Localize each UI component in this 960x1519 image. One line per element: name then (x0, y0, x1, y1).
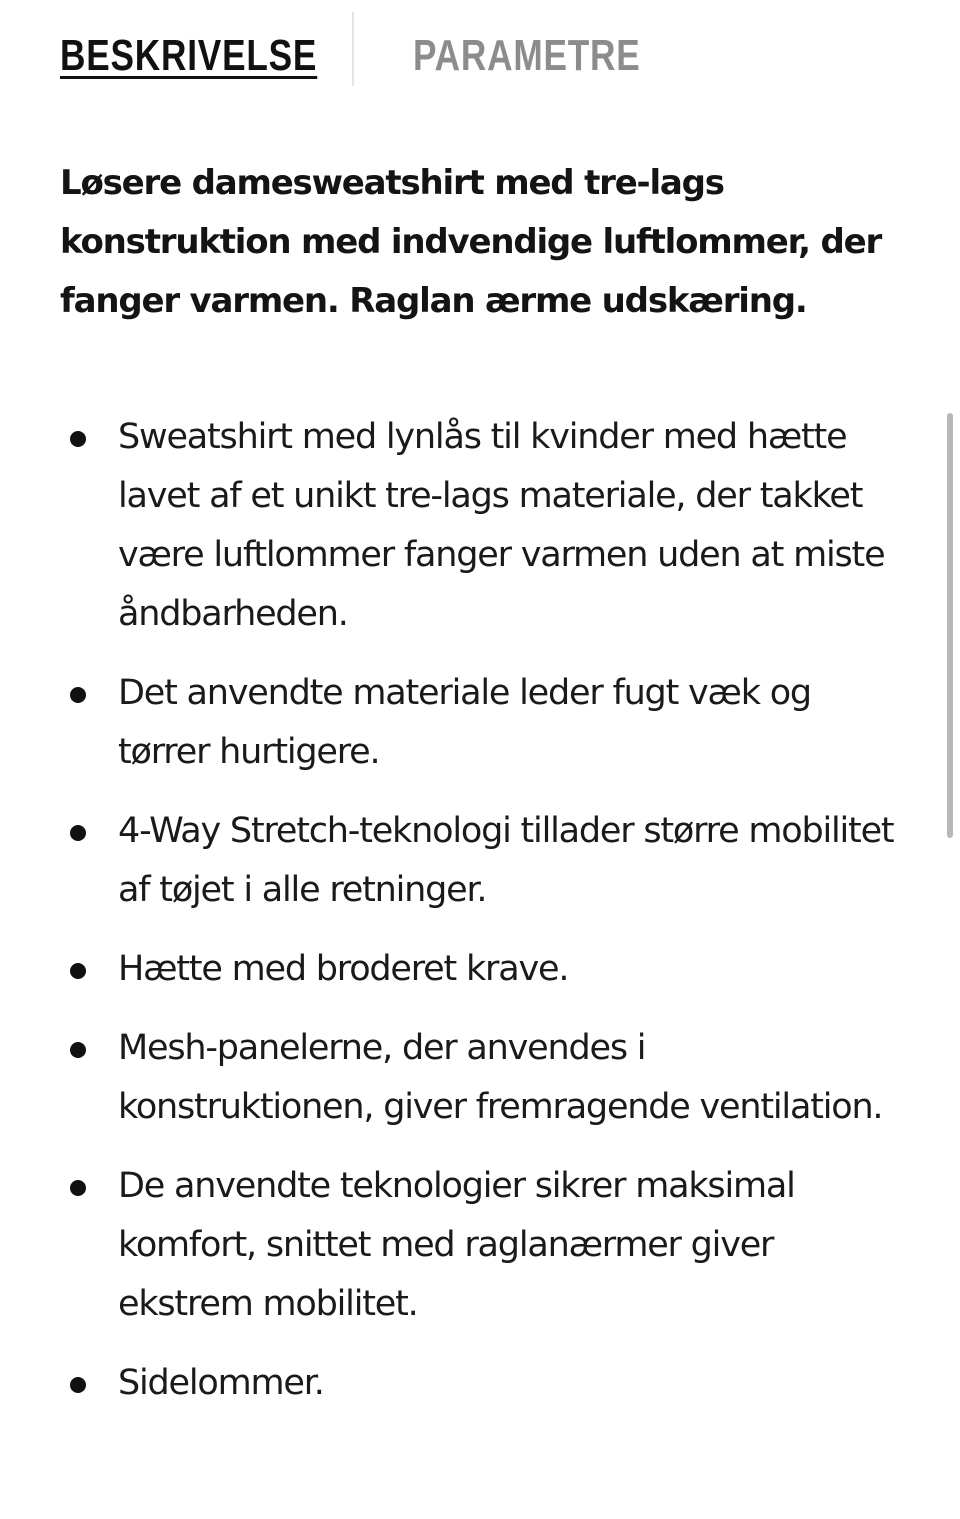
tab-beskrivelse[interactable]: BESKRIVELSE (60, 31, 318, 80)
feature-text: Det anvendte materiale leder fugt væk og tørrer hurtigere. (118, 673, 811, 772)
bullet-icon (70, 431, 86, 447)
tab-bar (0, 0, 960, 100)
feature-text: De anvendte teknologier sikrer maksimal komfort, snittet med raglanærmer giver ekstrem mobilitet. (118, 1166, 795, 1324)
list-item (60, 1157, 900, 1334)
feature-text: 4-Way Stretch-teknologi tillader større mobilitet af tøjet i alle retninger. (118, 811, 894, 910)
bullet-icon (70, 825, 86, 841)
tab-divider (352, 12, 354, 86)
bullet-icon (70, 963, 86, 979)
feature-list (60, 408, 900, 1433)
list-item (60, 408, 900, 644)
feature-text: Sweatshirt med lynlås til kvinder med hætte lavet af et unikt tre-lags materiale, der takket være luftlommer fanger varmen uden at miste åndbarheden. (118, 417, 885, 634)
bullet-icon (70, 687, 86, 703)
list-item (60, 940, 900, 999)
description-intro: Løsere damesweatshirt med tre-lags konstruktion med indvendige luftlommer, der fanger varmen. Raglan ærme udskæring. (60, 163, 882, 321)
feature-text: Hætte med broderet krave. (118, 949, 569, 989)
scrollbar-thumb[interactable] (947, 413, 953, 838)
list-item (60, 664, 900, 782)
feature-text: Mesh-panelerne, der anvendes i konstruktionen, giver fremragende ventilation. (118, 1028, 883, 1127)
bullet-icon (70, 1180, 86, 1196)
list-item (60, 802, 900, 920)
feature-text: Sidelommer. (118, 1363, 324, 1403)
bullet-icon (70, 1042, 86, 1058)
tab-parametre[interactable]: PARAMETRE (413, 31, 641, 80)
list-item (60, 1354, 900, 1413)
bullet-icon (70, 1377, 86, 1393)
list-item (60, 1019, 900, 1137)
